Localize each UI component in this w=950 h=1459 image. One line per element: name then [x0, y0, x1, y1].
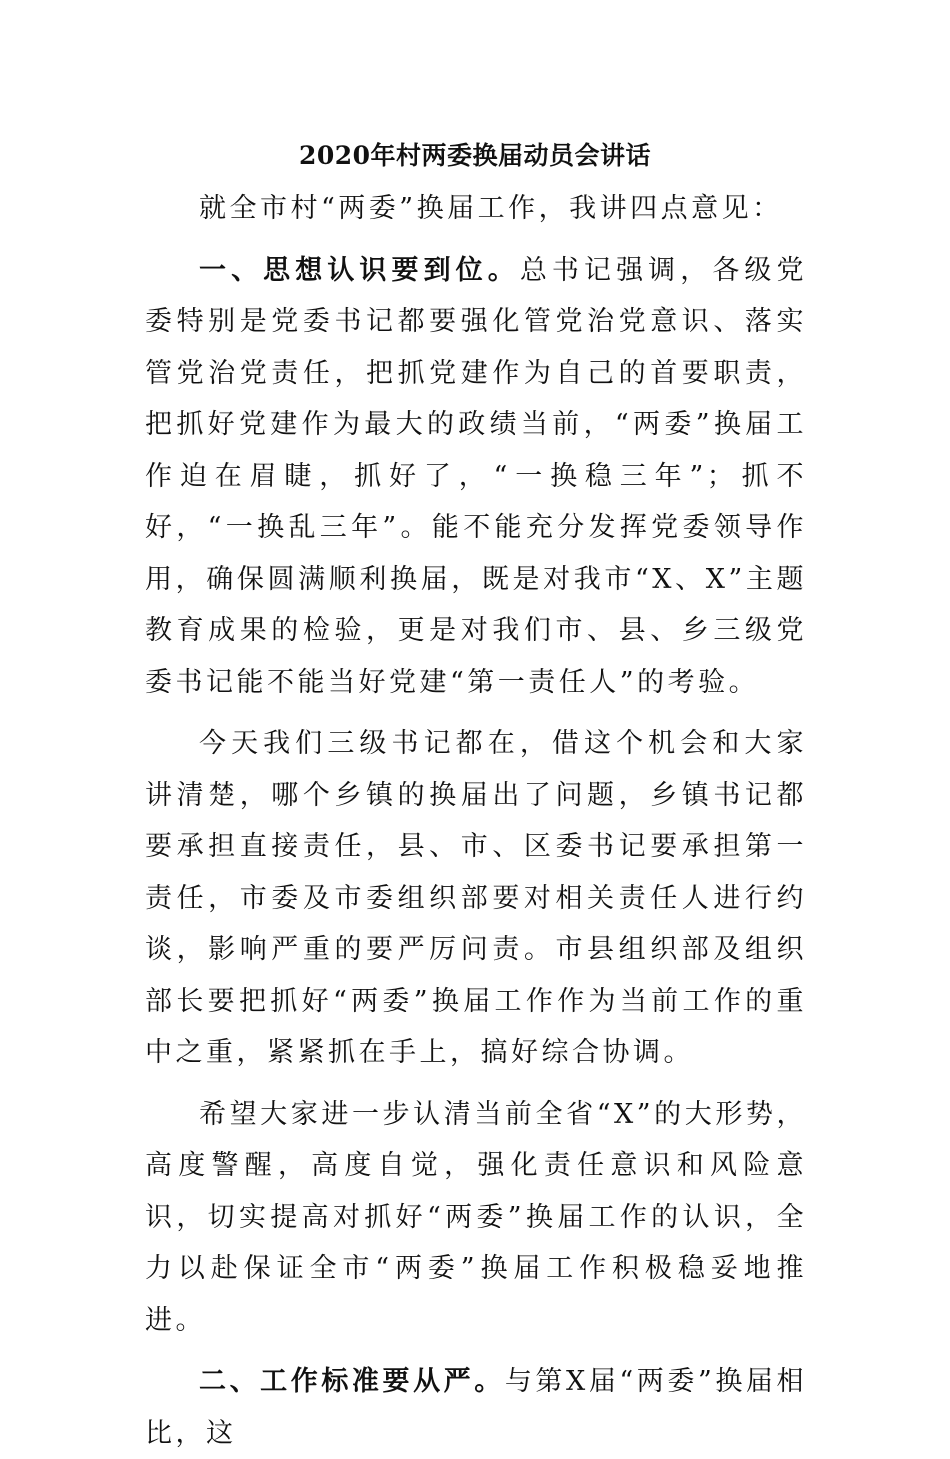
paragraph-text: 就全市村“两委”换届工作，我讲四点意见：: [199, 193, 783, 224]
document-title: 2020年村两委换届动员会讲话: [298, 141, 652, 170]
paragraph-heading: 二、工作标准要从严。: [199, 1366, 505, 1397]
section-one-paragraph: [145, 245, 807, 709]
intro-paragraph: [145, 183, 807, 235]
responsibility-paragraph: [145, 718, 807, 1079]
paragraph-text: 总书记强调，各级党委特别是党委书记都要强化管党治党意识、落实管党治党责任，把抓党建作为自己的首要职责，把抓好党建作为最大的政绩当前，“两委”换届工作迫在眉睫，抓好了，“一换稳三年”；抓不好，“一换乱三年”。能不能充分发挥党委领导作用，确保圆满顺利换届，既是对我市“X、X”主题教育成果的检验，更是对我们市、县、乡三级党委书记能不能当好党建“第一责任人”的考验。: [145, 254, 808, 698]
document-body: [145, 183, 807, 1459]
paragraph-text: 今天我们三级书记都在，借这个机会和大家讲清楚，哪个乡镇的换届出了问题，乡镇书记都要承担直接责任，县、市、区委书记要承担第一责任，市委及市委组织部要对相关责任人进行约谈，影响严重的要严厉问责。市县组织部及组织部长要把抓好“两委”换届工作作为当前工作的重中之重，紧紧抓在手上，搞好综合协调。: [145, 728, 807, 1068]
paragraph-text: 希望大家进一步认清当前全省“X”的大形势，高度警醒，高度自觉，强化责任意识和风险意识，切实提高对抓好“两委”换届工作的认识，全力以赴保证全市“两委”换届工作积极稳妥地推进。: [145, 1098, 807, 1336]
section-two-paragraph: [145, 1356, 807, 1459]
paragraph-heading: 一、思想认识要到位。: [199, 254, 520, 286]
paragraph-text: 与第X届“两委”换届相比，这: [145, 1366, 808, 1449]
expectation-paragraph: [145, 1089, 807, 1347]
